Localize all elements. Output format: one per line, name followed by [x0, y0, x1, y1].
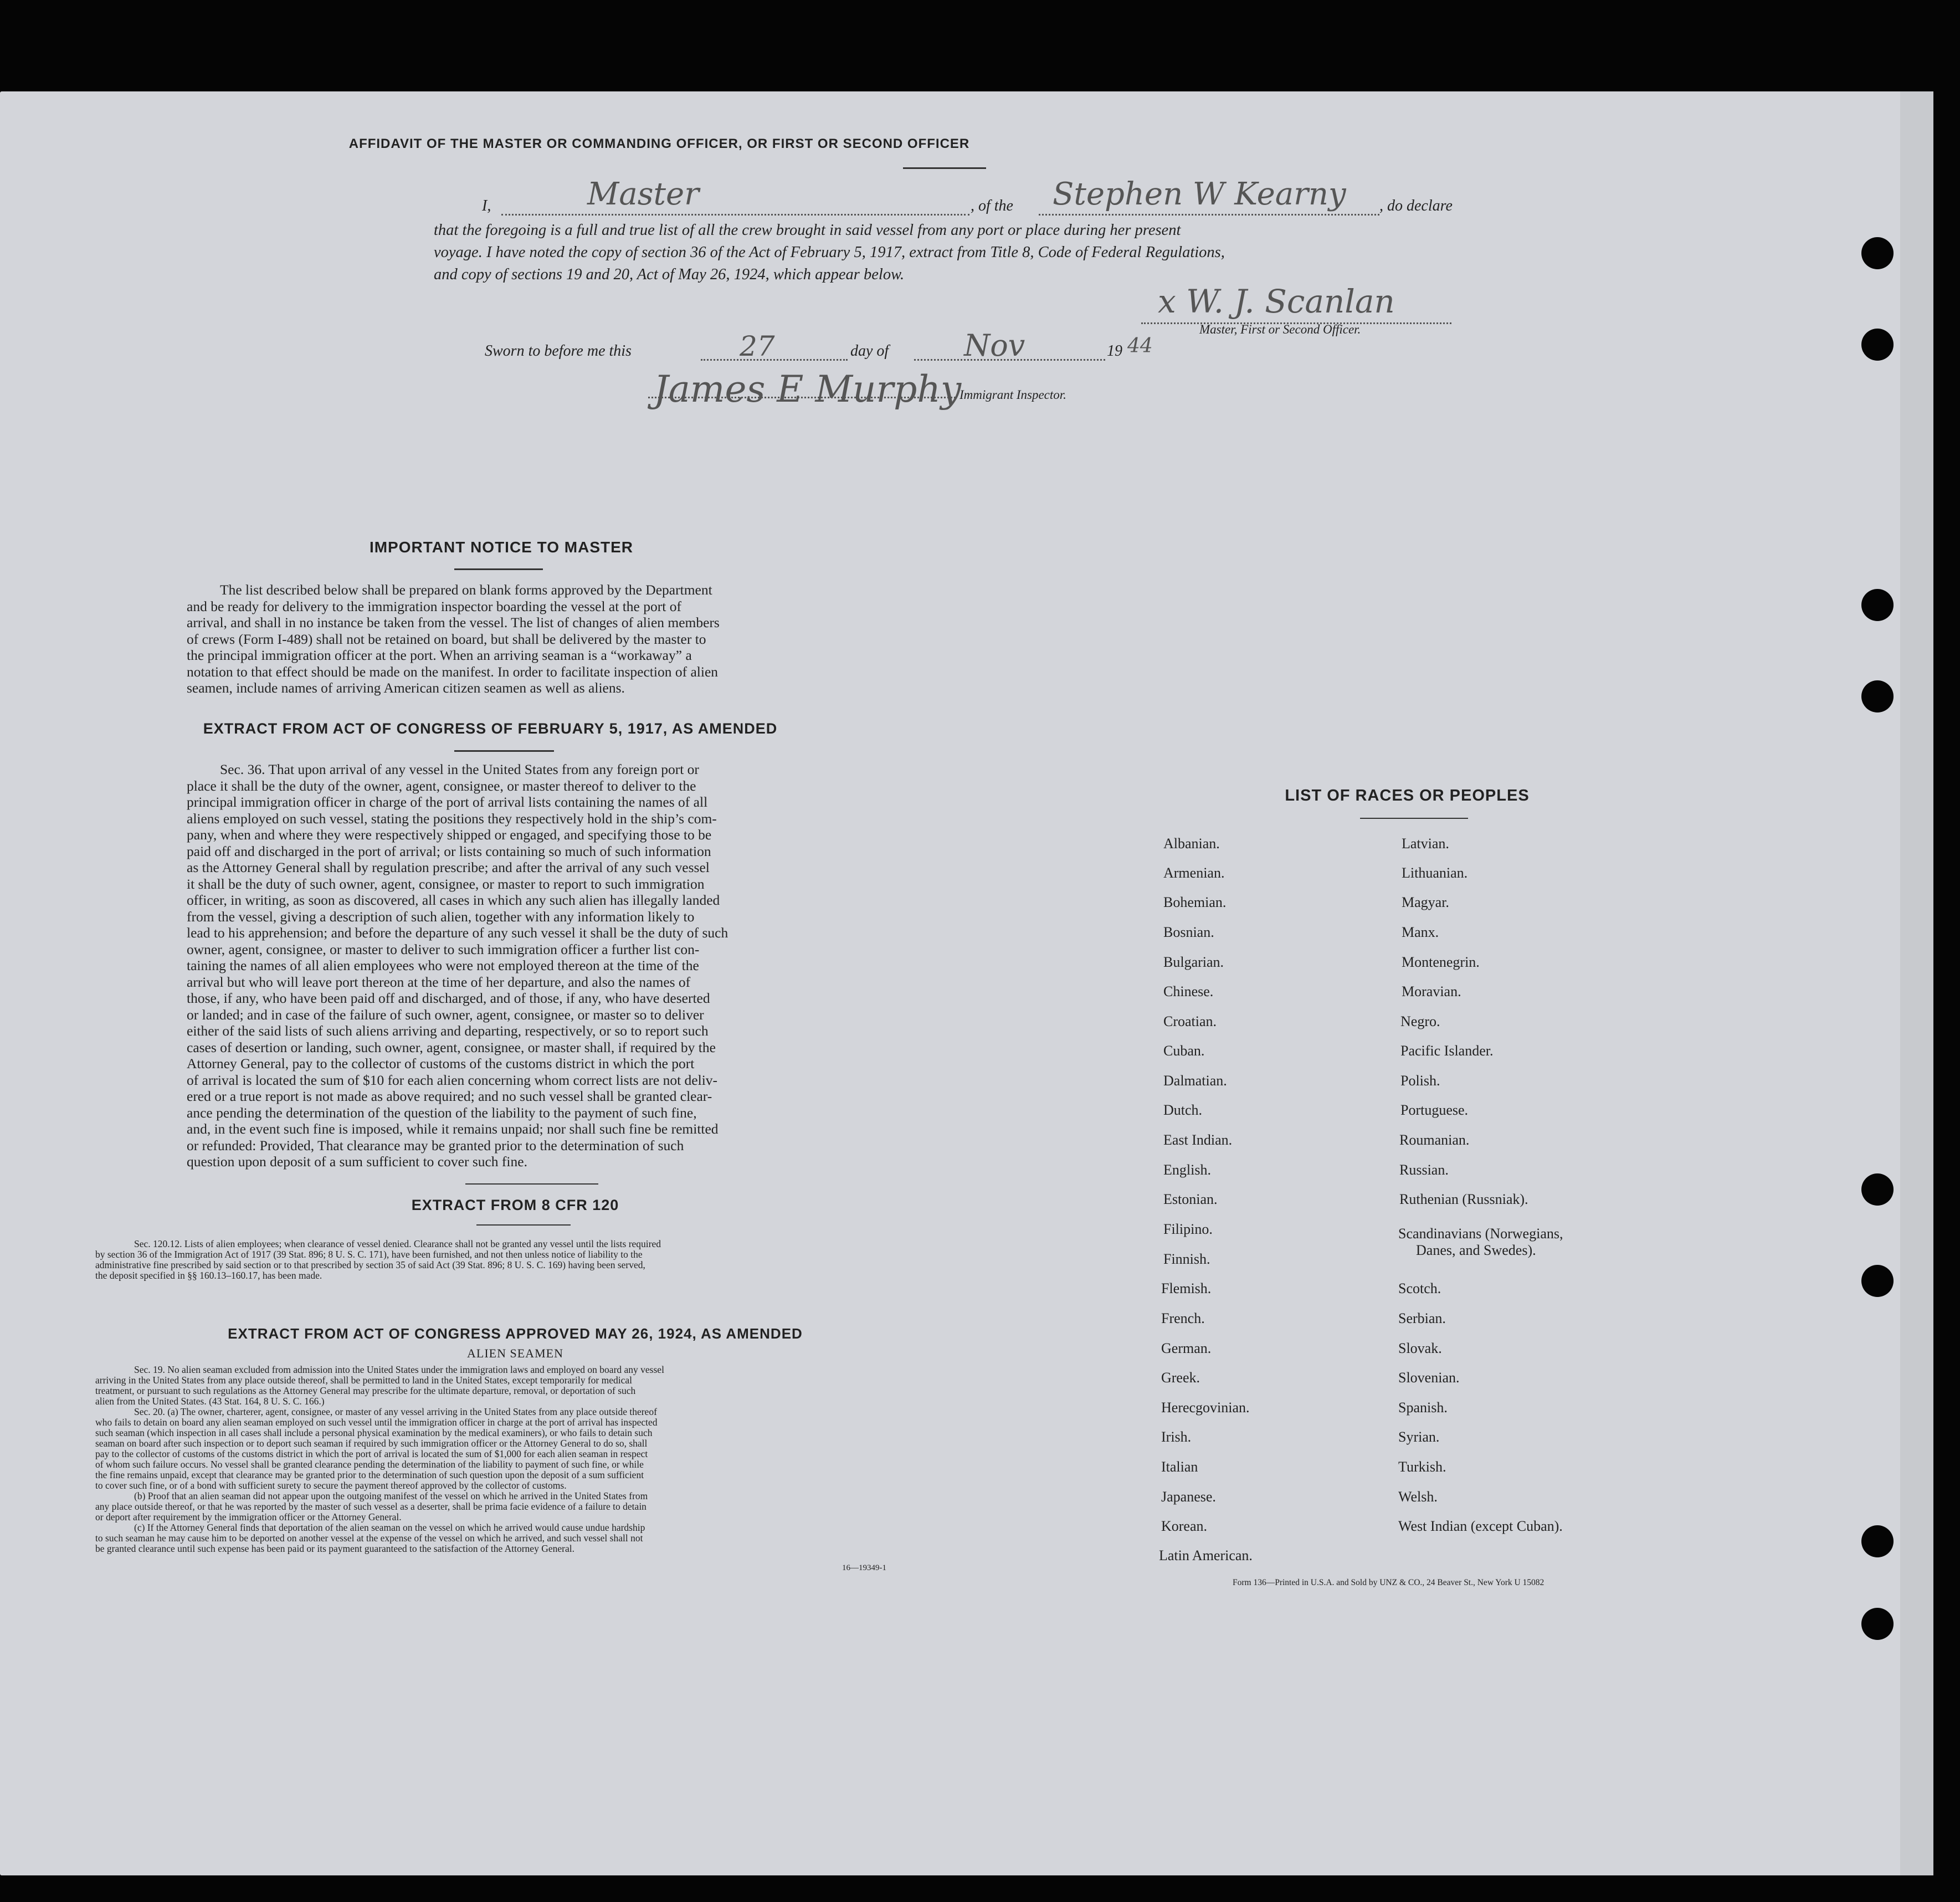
race-item: Russian.	[1399, 1162, 1449, 1178]
race-item: Moravian.	[1402, 983, 1461, 999]
race-item: Croatian.	[1163, 1013, 1217, 1029]
race-item: Flemish.	[1161, 1280, 1212, 1296]
cfr-line: administrative fine prescribed by said section or to that prescribed by section 35 of said Act (39 Stat. 896; 8 U. S. C. 169) having been served,	[95, 1259, 645, 1270]
race-item: Bulgarian.	[1163, 954, 1224, 970]
races-title: LIST OF RACES OR PEOPLES	[1285, 787, 1530, 804]
race-item: Estonian.	[1163, 1191, 1218, 1207]
declaration-line-3: voyage. I have noted the copy of section 36 of the Act of February 5, 1917, extract from Title 8, Code of Federal Regulations,	[434, 244, 1225, 261]
cfr-rule	[476, 1224, 571, 1226]
race-item: Manx.	[1402, 924, 1439, 940]
affidavit-title: AFFIDAVIT OF THE MASTER OR COMMANDING OFFICER, OR FIRST OR SECOND OFFICER	[348, 136, 970, 151]
section-20-line: Sec. 20. (a) The owner, charterer, agent, consignee, or master of any vessel arriving in the United States from any place outside thereof	[134, 1406, 657, 1417]
section-20-line: such seaman (which inspection in all cases shall include a personal physical examination by the medical examiners), or who fails to detain such	[95, 1427, 653, 1438]
section-36-line: arrival but who will leave port thereon at the time of her departure, and also the names of	[187, 973, 691, 990]
race-item: Lithuanian.	[1402, 865, 1468, 881]
section-20-line: be granted clearance until such expense has been paid or its payment guaranteed to the satisfaction of the Attorney General.	[95, 1543, 574, 1554]
race-item: East Indian.	[1163, 1132, 1233, 1148]
section-20-line: (c) If the Attorney General finds that deportation of the alien seaman on the vessel on which he arrived would cause undue hardship	[134, 1522, 645, 1533]
section-36-line: or refunded: Provided, That clearance may be granted prior to the determination of such	[187, 1137, 684, 1153]
vessel-name-handwritten: Stephen W Kearny	[1053, 176, 1346, 212]
notice-line: of crews (Form I-489) shall not be retained on board, but shall be delivered by the master to	[187, 630, 706, 647]
cfr-body	[95, 1239, 899, 1281]
race-item: Welsh.	[1398, 1489, 1438, 1505]
race-item: Montenegrin.	[1402, 954, 1480, 970]
printer-footer: Form 136—Printed in U.S.A. and Sold by UNZ & CO., 24 Beaver St., New York U 15082	[1233, 1578, 1545, 1587]
race-item: Polish.	[1400, 1073, 1440, 1089]
inspector-caption: Immigrant Inspector.	[960, 388, 1066, 402]
sworn-month: Nov	[964, 328, 1025, 363]
section-19-line: Sec. 19. No alien seaman excluded from admission into the United States under the immigration laws and employed on board any vessel	[134, 1364, 664, 1375]
race-item: Bohemian.	[1163, 894, 1227, 910]
section-19-line: alien from the United States. (43 Stat. 164, 8 U. S. C. 166.)	[95, 1396, 325, 1407]
notice-line: notation to that effect should be made on the manifest. In order to facilitate inspection of alien	[187, 663, 719, 680]
section-36-line: or landed; and in case of the failure of such owner, agent, consignee, or master so to deliver	[187, 1006, 704, 1023]
punch-hole	[1861, 589, 1894, 621]
binding-strip	[1900, 91, 1933, 1875]
master-name-handwritten: Master	[587, 176, 699, 212]
sworn-day: 27	[740, 330, 775, 362]
race-item: Korean.	[1161, 1518, 1208, 1534]
race-item: Serbian.	[1398, 1310, 1446, 1326]
cfr-line: the deposit specified in §§ 160.13–160.17, has been made.	[95, 1270, 322, 1281]
race-item: Bosnian.	[1163, 924, 1214, 940]
section-36-line: ance pending the determination of the question of the liability to the payment of such fine,	[187, 1104, 697, 1121]
race-item: Greek.	[1161, 1370, 1200, 1386]
declaration-i: I,	[482, 197, 491, 214]
race-item: Dutch.	[1163, 1102, 1203, 1118]
extract-1917-end-rule	[465, 1183, 598, 1185]
punch-hole	[1861, 1525, 1894, 1557]
section-20-line: the fine remains unpaid, except that clearance may be granted prior to the determination of such question upon the deposit of a sum sufficient	[95, 1469, 644, 1480]
notice-rule	[454, 568, 543, 570]
race-item: Latvian.	[1402, 835, 1449, 852]
punch-hole	[1861, 680, 1894, 712]
declaration-line-2: that the foregoing is a full and true list of all the crew brought in said vessel from any port or place during her present	[434, 222, 1181, 239]
races-rule	[1360, 818, 1468, 819]
race-item: Scotch.	[1398, 1280, 1441, 1296]
notice-line: arrival, and shall in no instance be taken from the vessel. The list of changes of alien members	[187, 614, 720, 630]
section-36-line: either of the said lists of such aliens arriving and departing, respectively, or so to report such	[187, 1023, 709, 1039]
race-item: English.	[1163, 1162, 1211, 1178]
inspector-signature: James E Murphy	[654, 368, 962, 411]
punch-hole	[1861, 1173, 1894, 1206]
race-item: French.	[1161, 1310, 1205, 1326]
punch-hole	[1861, 1265, 1894, 1297]
master-name-line	[501, 214, 969, 216]
extract-1924-title: EXTRACT FROM ACT OF CONGRESS APPROVED MAY 26, 1924, AS AMENDED	[228, 1325, 803, 1342]
race-item: Scandinavians (Norwegians,	[1398, 1226, 1563, 1242]
race-item: Pacific Islander.	[1400, 1043, 1494, 1059]
section-36-line: of arrival is located the sum of $10 for each alien concerning whom correct lists are not deliv-	[187, 1072, 718, 1088]
section-20-line: (b) Proof that an alien seaman did not appear upon the outgoing manifest of the vessel on which he arrived in the United States from	[134, 1490, 648, 1501]
section-36-line: Attorney General, pay to the collector of customs of the customs district in which the port	[187, 1055, 695, 1072]
extract-1917-rule	[454, 750, 554, 752]
title-rule	[903, 167, 986, 169]
section-19-line: arriving in the United States from any place outside thereof, shall be permitted to land in the United States, except temporarily for medical	[95, 1375, 633, 1386]
race-item: Dalmatian.	[1163, 1073, 1227, 1089]
race-item: Roumanian.	[1399, 1132, 1470, 1148]
section-36-line: lead to his apprehension; and before the departure of any such vessel it shall be the duty of such	[187, 925, 728, 941]
race-item: Albanian.	[1163, 835, 1220, 852]
section-36-line: it shall be the duty of such owner, agent, consignee, or master to report to such immigration	[187, 875, 705, 892]
notice-title: IMPORTANT NOTICE TO MASTER	[369, 539, 634, 556]
punch-hole	[1861, 329, 1894, 361]
race-item: Slovenian.	[1398, 1370, 1460, 1386]
section-20-line: any place outside thereof, or that he was reported by the master of such vessel as a deserter, shall be prima facie evidence of a failure to detain	[95, 1501, 647, 1512]
section-19-line: treatment, or pursuant to such regulations as the Attorney General may prescribe for the ultimate departure, removal, or deportation of such	[95, 1385, 636, 1396]
race-item: Irish.	[1161, 1429, 1192, 1445]
race-item: German.	[1161, 1340, 1212, 1356]
cfr-title: EXTRACT FROM 8 CFR 120	[411, 1197, 619, 1213]
section-20-line: pay to the collector of customs of the customs district in which the port of arrival is located the sum of $1,000 for each alien seaman in respect	[95, 1448, 648, 1459]
race-item: Turkish.	[1398, 1459, 1446, 1475]
race-item: West Indian (except Cuban).	[1398, 1518, 1563, 1534]
section-20-line: who fails to detain on board any alien seaman employed on such vessel until the immigration officer in charge at the port of arrival has inspected	[95, 1417, 658, 1428]
section-36-line: paid off and discharged in the port of arrival; or lists containing so much of such information	[187, 843, 711, 859]
race-item: Slovak.	[1398, 1340, 1442, 1356]
section-20-line: of whom such failure occurs. No vessel shall be granted clearance pending the determination of the liability to payment of such fine, or while	[95, 1459, 644, 1470]
notice-line: The list described below shall be prepared on blank forms approved by the Department	[220, 582, 712, 598]
notice-line: and be ready for delivery to the immigration inspector boarding the vessel at the port of	[187, 598, 681, 614]
race-item: Latin American.	[1159, 1547, 1253, 1563]
section-36-line: taining the names of all alien employees who were not employed thereon at the time of the	[187, 957, 699, 973]
race-item: Armenian.	[1163, 865, 1225, 881]
race-item: Cuban.	[1163, 1043, 1205, 1059]
race-item: Syrian.	[1398, 1429, 1440, 1445]
race-item: Spanish.	[1398, 1399, 1448, 1416]
section-36-line: owner, agent, consignee, or master to deliver to such immigration officer a further list con-	[187, 941, 700, 957]
section-36-line: Sec. 36. That upon arrival of any vessel in the United States from any foreign port or	[220, 761, 699, 777]
section-20-line: or deport after requirement by the immigration officer or the Attorney General.	[95, 1511, 402, 1522]
race-item: Magyar.	[1402, 894, 1449, 910]
section-36-line: pany, when and where they were respectively shipped or engaged, and specifying those to be	[187, 827, 712, 843]
section-36-line: ered or a true report is not made as above required; and no such vessel shall be granted clear-	[187, 1088, 712, 1104]
section-36-line: as the Attorney General shall by regulation prescribe; and after the arrival of any such vessel	[187, 859, 710, 875]
section-20-line: to such seaman he may cause him to be deported on another vessel at the expense of the vessel on which he arrived, and such vessel shall not	[95, 1532, 643, 1544]
race-item: Danes, and Swedes).	[1416, 1242, 1536, 1258]
form-code: 16—19349-1	[842, 1563, 886, 1572]
declaration-of-the: , of the	[971, 197, 1013, 214]
signature-caption: Master, First or Second Officer.	[1199, 322, 1361, 336]
notice-line: seamen, include names of arriving American citizen seamen as well as aliens.	[187, 680, 625, 696]
sworn-year: 44	[1127, 335, 1153, 357]
section-36-line: officer, in writing, as soon as discovered, all cases in which any such alien has illegally landed	[187, 892, 720, 908]
race-item: Herecgovinian.	[1161, 1399, 1250, 1416]
declaration-do-declare: , do declare	[1379, 197, 1453, 214]
master-signature: x W. J. Scanlan	[1158, 283, 1395, 320]
race-item: Finnish.	[1163, 1251, 1210, 1267]
cfr-line: Sec. 120.12. Lists of alien employees; when clearance of vessel denied. Clearance shall not be granted any vessel until the lists required	[134, 1238, 661, 1249]
section-20-line: seaman on board after such inspection or to deport such seaman if required by such immigration officer or the Attorney General to do so, shall	[95, 1438, 648, 1449]
race-item: Italian	[1161, 1459, 1198, 1475]
race-item: Chinese.	[1163, 983, 1214, 999]
race-item: Portuguese.	[1400, 1102, 1469, 1118]
section-36-line: principal immigration officer in charge of the port of arrival lists containing the names of all	[187, 794, 708, 810]
race-item: Japanese.	[1161, 1489, 1216, 1505]
notice-line: the principal immigration officer at the port. When an arriving seaman is a “workaway” a	[187, 647, 692, 663]
extract-1924-subtitle: ALIEN SEAMEN	[467, 1346, 563, 1360]
declaration-line-4: and copy of sections 19 and 20, Act of May 26, 1924, which appear below.	[434, 266, 905, 283]
section-36-line: those, if any, who have been paid off and discharged, and of those, if any, who have deserted	[187, 990, 710, 1006]
section-36-line: cases of desertion or landing, such owner, agent, consignee, or master shall, if required by the	[187, 1039, 716, 1055]
race-item: Negro.	[1400, 1013, 1440, 1029]
punch-hole	[1861, 1608, 1894, 1640]
section-36-line: place it shall be the duty of the owner, agent, consignee, or master thereof to deliver to the	[187, 777, 696, 794]
sworn-day-of: day of	[850, 342, 889, 360]
section-36-line: aliens employed on such vessel, stating the positions they respectively hold in the ship’s com-	[187, 810, 717, 827]
notice-body	[187, 582, 817, 696]
section-36-line: and, in the event such fine is imposed, while it remains unpaid; nor shall such fine be remitted	[187, 1121, 719, 1137]
extract-1917-body	[187, 761, 817, 1170]
sworn-text: Sworn to before me this	[485, 342, 632, 360]
vessel-name-line	[1039, 214, 1379, 216]
section-20-line: to cover such fine, or of a bond with sufficient surety to secure the payment thereof approved by the collector of customs.	[95, 1480, 567, 1491]
cfr-line: by section 36 of the Immigration Act of 1917 (39 Stat. 896; 8 U. S. C. 171), have been furnished, and not then unless notice of liability to the	[95, 1249, 643, 1260]
extract-1924-body	[95, 1365, 899, 1554]
sworn-year-prefix: 19	[1107, 342, 1122, 360]
race-item: Ruthenian (Russniak).	[1399, 1191, 1528, 1207]
punch-hole	[1861, 237, 1894, 269]
section-36-line: question upon deposit of a sum sufficient to cover such fine.	[187, 1153, 527, 1170]
race-item: Filipino.	[1163, 1221, 1213, 1237]
extract-1917-title: EXTRACT FROM ACT OF CONGRESS OF FEBRUARY 5, 1917, AS AMENDED	[203, 720, 778, 737]
section-36-line: from the vessel, giving a description of such alien, together with any information likely to	[187, 908, 695, 925]
